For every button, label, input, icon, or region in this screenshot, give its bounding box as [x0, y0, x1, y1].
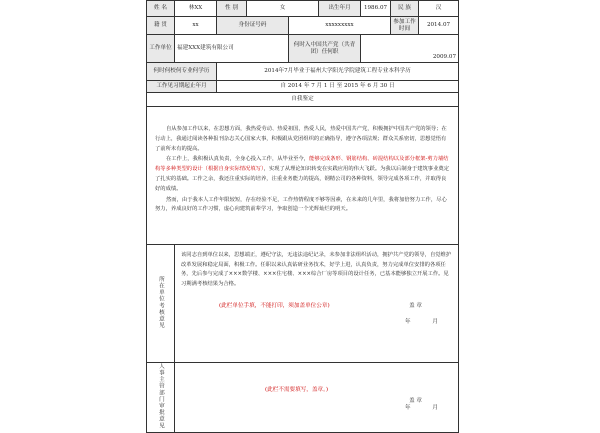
party-value: 2009.07: [361, 35, 459, 63]
self-eval-title: 自我鉴定: [147, 93, 459, 107]
work-time-label: 参加工作时间: [391, 17, 419, 35]
self-eval-paragraph-2a: 在工作上，我积极认真负责，全身心投入工作，从毕业至今，: [166, 156, 310, 163]
form-page: [146, 0, 458, 429]
school-value: 2014年7月毕业于福州大学阳光学院建筑工程专业本科学历: [217, 63, 459, 81]
hr-opinion-note: (此栏不需要填写，盖章。): [264, 387, 329, 393]
self-eval-paragraph-2: [149, 155, 456, 194]
unit-opinion-label-cell: [147, 245, 175, 363]
school-label: 何时何校何专业何学历: [147, 63, 217, 81]
unit-opinion-date: 年 月: [405, 319, 449, 326]
unit-opinion-note: (此栏单位手填，不能打印，须加盖单位公章): [219, 303, 330, 310]
id-label: 身份证号码: [217, 17, 289, 35]
unit-label: 工作单位: [147, 35, 175, 63]
hr-opinion-label: 人事主管部门审批意见: [157, 363, 164, 429]
period-value: 自 2014 年 7 月 1 日 至 2015 年 6 月 30 日: [217, 81, 459, 93]
id-value: xxxxxxxxx: [289, 17, 391, 35]
name-label: 姓 名: [147, 1, 175, 17]
ethnicity-value: 汉: [419, 1, 459, 17]
hr-opinion-label-cell: [147, 363, 175, 433]
birth-value: 1986.07: [361, 1, 391, 17]
party-label: 何时入中国共产党（共青团）任何职: [289, 35, 361, 63]
work-time-value: 2014.07: [419, 17, 459, 35]
hr-opinion-stamp: 盖 章: [409, 397, 423, 404]
birth-label: 出生年月: [319, 1, 361, 17]
period-label: 工作见习期起止年月: [147, 81, 217, 93]
unit-opinion-text: 该同志自到单位以来，思想端正，遵纪守法，无违法违纪记录，未参加非法组织活动，拥护共产党的领导，自觉维护改革发展和稳定局面，积极工作。任职以来认真钻研业务技术，好学上进，认真负责，努力完成单位安排的各项任务，先后参与完成了×××数学楼、×××住宅楼、×××综合厂房等项目的设计任务，已基本能够独立开展工作。见习期满考核结果为合格。: [181, 252, 452, 287]
unit-opinion-stamp: 盖 章: [409, 303, 423, 310]
self-eval-paragraph-2-highlight: 能够完成条形、钢筋结构、砖混结构以及部分框架-剪力墙结构等多种类型的设计（根据自身实际情况填写）: [155, 156, 449, 173]
name-value: 林XX: [175, 1, 217, 17]
origin-value: xx: [175, 17, 217, 35]
ethnicity-label: 民 族: [391, 1, 419, 17]
hr-opinion-date: 年 月: [405, 404, 449, 411]
unit-value: 福建XXX建筑有限公司: [175, 35, 289, 63]
gender-value: 女: [247, 1, 319, 17]
origin-label: 籍 贯: [147, 17, 175, 35]
self-eval-paragraph-1: 自从参加工作以来，在思想方面，我热爱劳动、热爱祖国，热爱人民，热爱中国共产党，积极拥护中国共产党的领导；在行动上，我通过阅读各种报刊杂志关心国家大事，积极跟从党团组织的正确指导，遵守各项法规；群众关系密切，思想觉悟有了前所未有的提高。: [155, 126, 447, 152]
unit-opinion-label: 所在单位考核意见: [157, 275, 164, 329]
unit-opinion-cell: [175, 245, 459, 363]
hr-opinion-cell: [175, 363, 459, 433]
self-eval-paragraph-2c: ，实现了从理论知识转变在实践应用的伟大飞跃。为我以后制身于建筑事业奠定了扎实的基础。工作之余，我还注重实际的培养，注重业务能力的提高，钢精公司的各种资料，领导完成各项工作，并取得良好的成绩。: [155, 166, 449, 192]
self-eval-body: [147, 107, 459, 245]
self-eval-paragraph-3: 然而，由于我本人工作年限较短，存在经验不足，工作热情程度不够等因素，在未来的几年里，我将加倍努力工作，尽心努力，养成良好的工作习惯，虚心向建筑前辈学习，争取创造一个光辉灿烂的明天。: [155, 196, 447, 213]
appraisal-form-table: [146, 0, 459, 433]
gender-label: 性 别: [217, 1, 247, 17]
